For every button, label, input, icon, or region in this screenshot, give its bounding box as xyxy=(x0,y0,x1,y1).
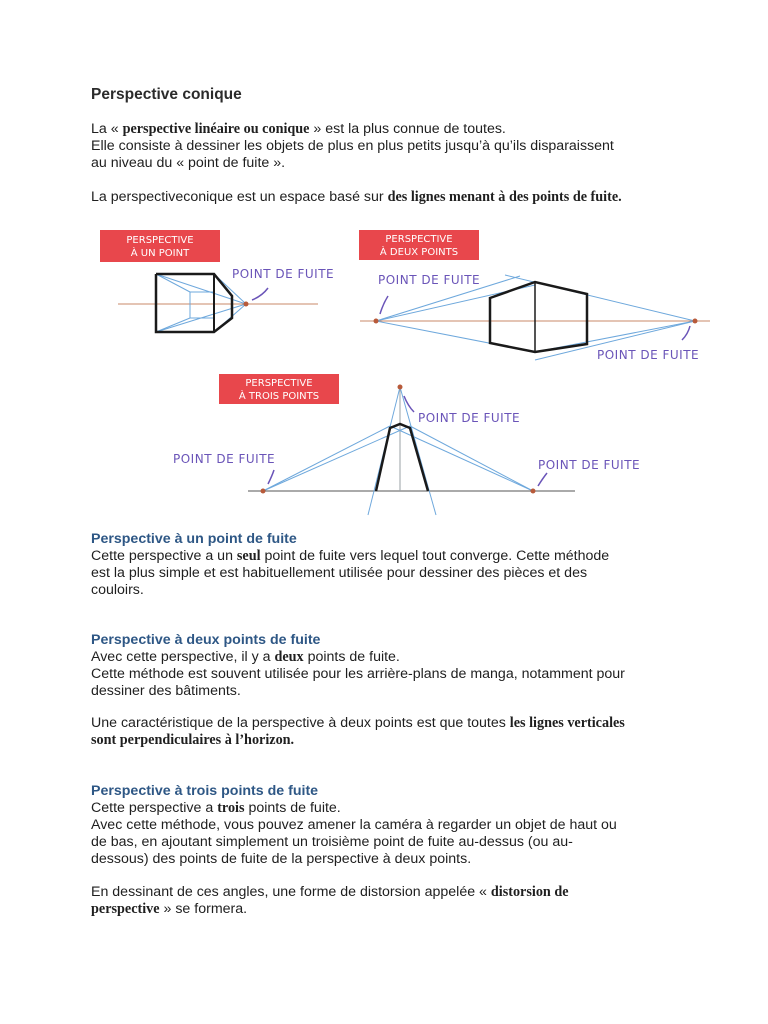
cube-outline xyxy=(156,274,232,332)
svg-text:À DEUX POINTS: À DEUX POINTS xyxy=(379,247,459,258)
vp-label: POINT DE FUITE xyxy=(418,411,521,425)
section-heading-one-point: Perspective à un point de fuite xyxy=(91,531,297,547)
vp-label: POINT DE FUITE xyxy=(378,273,481,287)
section-two-paragraph-2: Une caractéristique de la perspective à deux points est que toutes les lignes verticales sont perpendiculaires à l’horizon. xyxy=(91,715,625,748)
vp-label: POINT DE FUITE xyxy=(597,348,700,362)
one-point-diagram xyxy=(100,230,334,332)
bold-term-seul: seul xyxy=(236,548,261,564)
svg-text:À TROIS POINTS: À TROIS POINTS xyxy=(238,391,320,402)
section-two-paragraph: Avec cette perspective, il y a deux points de fuite. Cette méthode est souvent utilisée pour les arrière-plans de manga, notamment pour dessiner des bâtiments. xyxy=(91,649,625,699)
bold-term-deux: deux xyxy=(274,649,304,665)
vanishing-point-dot xyxy=(398,385,403,390)
intro-line-3: au niveau du « point de fuite ». xyxy=(91,155,286,171)
intro-line-2: Elle consiste à dessiner les objets de plus en plus petits jusqu’à qu’ils disparaissent xyxy=(91,138,614,154)
intro-paragraph xyxy=(91,121,691,172)
vanishing-point-dot xyxy=(531,489,536,494)
vanishing-point-dot xyxy=(261,489,266,494)
intro-paragraph-2 xyxy=(91,189,691,206)
box-outline xyxy=(490,282,587,352)
bold-term-distorsion: distorsion de xyxy=(490,884,569,900)
two-point-diagram xyxy=(359,230,710,362)
inner-square xyxy=(190,292,214,318)
page-title: Perspective conique xyxy=(91,86,242,103)
vp-label: POINT DE FUITE xyxy=(232,267,335,281)
perspective-illustration xyxy=(0,220,768,520)
three-point-diagram xyxy=(173,374,640,515)
section-heading-two-points: Perspective à deux points de fuite xyxy=(91,632,321,648)
vanishing-point-dot xyxy=(374,319,379,324)
bold-term-lignes: les lignes verticales xyxy=(509,715,625,731)
bold-term-lines: des lignes menant à des points de fuite. xyxy=(387,189,622,205)
intro-line-1: La « perspective linéaire ou conique » est la plus connue de toutes. xyxy=(91,121,506,137)
bold-term-perspective: perspective linéaire ou conique xyxy=(122,121,310,137)
vanishing-point-dot xyxy=(244,302,249,307)
section-three-paragraph: Cette perspective a trois points de fuite. Avec cette méthode, vous pouvez amener la caméra à regarder un objet de haut ou de bas, en ajoutant simplement un troisième point de fuite au-dessus (ou au- dessous) des points de fuite de la perspective à deux points. xyxy=(91,800,617,867)
svg-text:À UN POINT: À UN POINT xyxy=(130,248,190,259)
vp-label: POINT DE FUITE xyxy=(538,458,641,472)
svg-text:PERSPECTIVE: PERSPECTIVE xyxy=(126,235,194,246)
section-one-paragraph: Cette perspective a un seul point de fuite vers lequel tout converge. Cette méthode est la plus simple et est habituellement utilisée pour dessiner des pièces et des couloirs. xyxy=(91,548,610,598)
section-heading-three-points: Perspective à trois points de fuite xyxy=(91,783,319,799)
section-three-paragraph-2: En dessinant de ces angles, une forme de distorsion appelée « distorsion de perspective » se formera. xyxy=(91,884,569,917)
vp-label: POINT DE FUITE xyxy=(173,452,276,466)
bold-term-trois: trois xyxy=(217,800,245,816)
svg-text:PERSPECTIVE: PERSPECTIVE xyxy=(245,378,313,389)
vanishing-point-dot xyxy=(693,319,698,324)
svg-text:PERSPECTIVE: PERSPECTIVE xyxy=(385,234,453,245)
intro2-line: La perspectiveconique est un espace basé sur des lignes menant à des points de fuite. xyxy=(91,189,622,205)
